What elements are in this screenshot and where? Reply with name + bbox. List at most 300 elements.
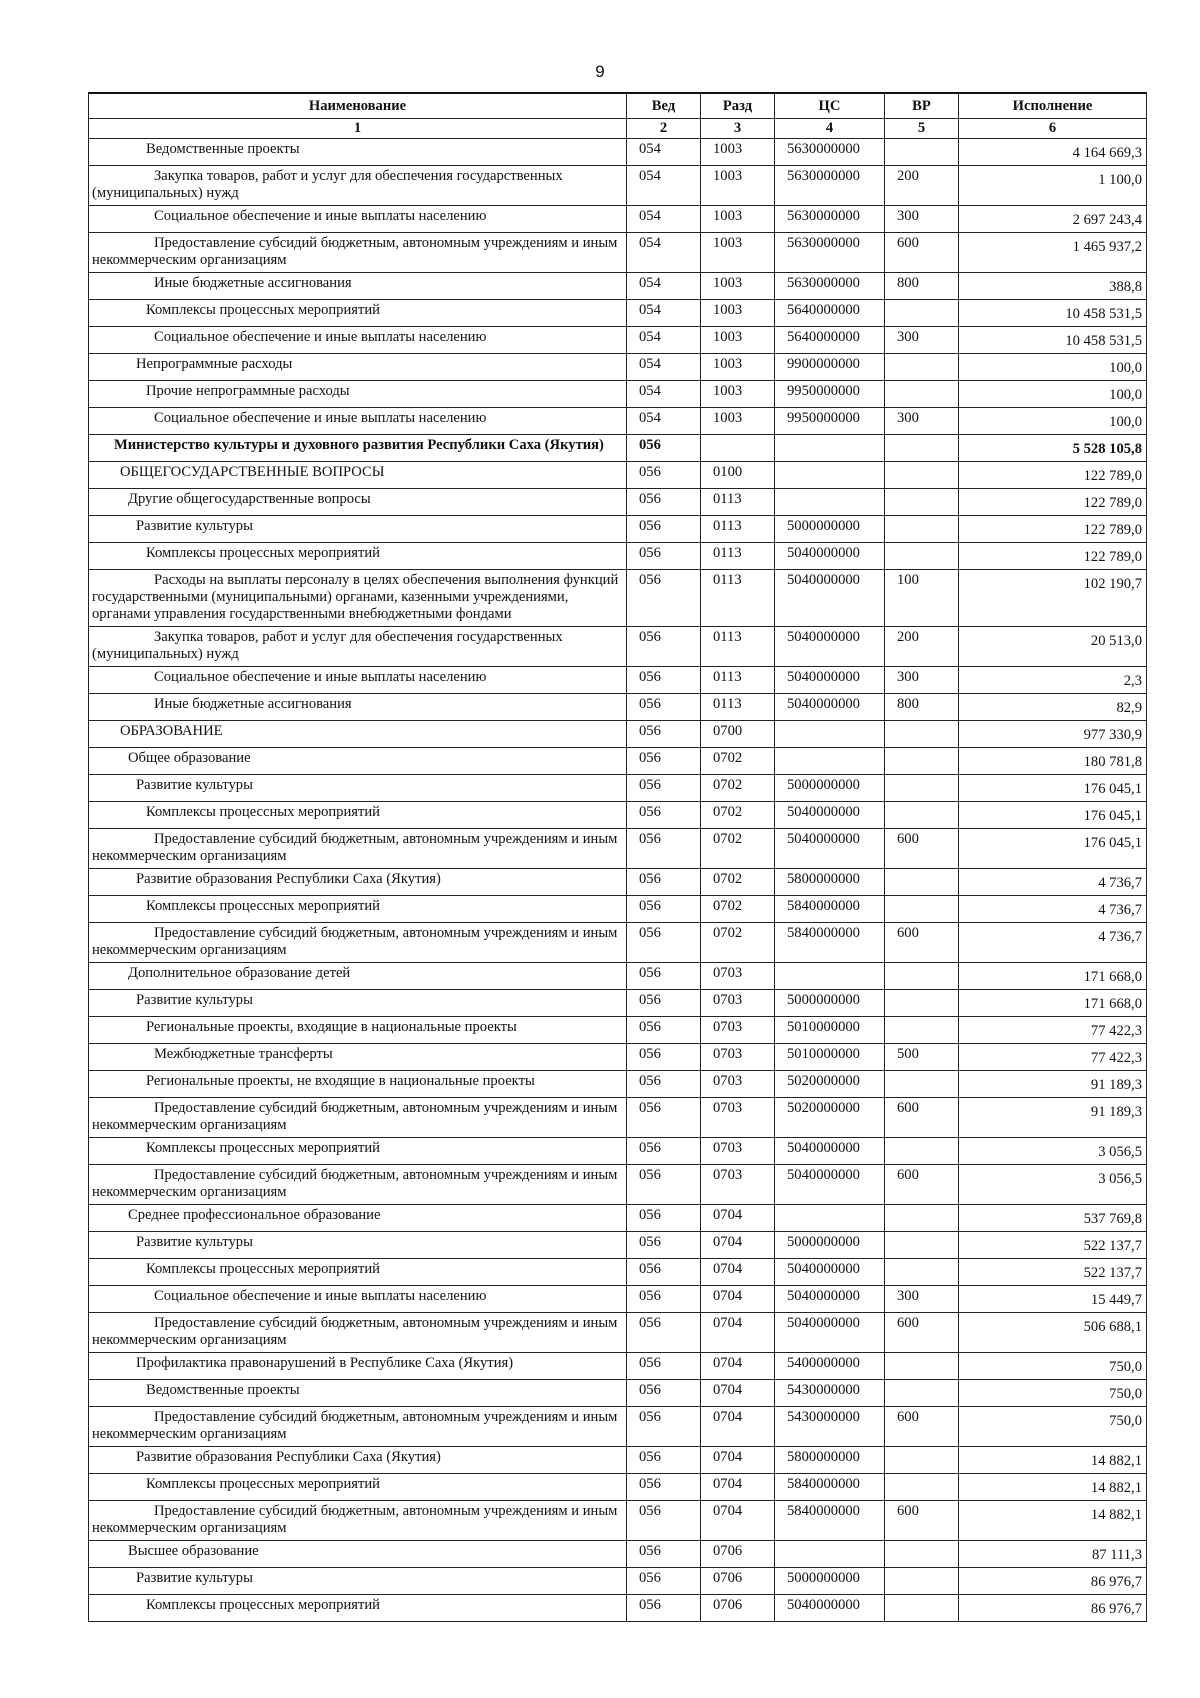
table-row (89, 1407, 1147, 1447)
row-vr-cell: 300 (885, 667, 959, 694)
row-cs-cell: 5000000000 (775, 990, 885, 1017)
row-razd-cell: 0703 (701, 963, 775, 990)
row-razd-cell: 0706 (701, 1568, 775, 1595)
row-ved-cell: 054 (627, 166, 701, 206)
row-ved-cell: 056 (627, 1232, 701, 1259)
table-row (89, 1205, 1147, 1232)
row-ved-cell: 056 (627, 775, 701, 802)
row-ved-cell: 056 (627, 1098, 701, 1138)
row-ved-cell: 056 (627, 462, 701, 489)
row-cs-cell: 5040000000 (775, 694, 885, 721)
table-row (89, 1044, 1147, 1071)
row-vr-cell (885, 139, 959, 166)
row-name-cell: Развитие культуры (89, 990, 627, 1017)
column-index-row (89, 119, 1147, 139)
row-amount-cell: 750,0 (959, 1407, 1147, 1447)
table-row (89, 775, 1147, 802)
row-amount-cell: 4 736,7 (959, 896, 1147, 923)
row-name-cell: Предоставление субсидий бюджетным, автономным учреждениям и иным некоммерческим организациям (89, 1098, 627, 1138)
column-header-vr: ВР (885, 93, 959, 119)
row-cs-cell: 5000000000 (775, 1232, 885, 1259)
row-razd-cell: 0704 (701, 1313, 775, 1353)
row-name-cell: Общее образование (89, 748, 627, 775)
table-row (89, 233, 1147, 273)
row-amount-cell: 100,0 (959, 408, 1147, 435)
row-cs-cell: 5000000000 (775, 1568, 885, 1595)
table-row (89, 923, 1147, 963)
table-row (89, 1071, 1147, 1098)
table-header-row (89, 93, 1147, 119)
row-cs-cell: 5000000000 (775, 516, 885, 543)
row-cs-cell (775, 462, 885, 489)
row-ved-cell: 056 (627, 896, 701, 923)
row-amount-cell: 86 976,7 (959, 1568, 1147, 1595)
row-name-cell: Предоставление субсидий бюджетным, автономным учреждениям и иным некоммерческим организациям (89, 829, 627, 869)
row-ved-cell: 056 (627, 1313, 701, 1353)
row-razd-cell: 0100 (701, 462, 775, 489)
row-vr-cell (885, 963, 959, 990)
row-razd-cell: 0704 (701, 1205, 775, 1232)
row-cs-cell: 5040000000 (775, 543, 885, 570)
row-vr-cell: 600 (885, 923, 959, 963)
row-amount-cell: 122 789,0 (959, 462, 1147, 489)
row-razd-cell: 0704 (701, 1232, 775, 1259)
row-ved-cell: 056 (627, 1501, 701, 1541)
row-razd-cell: 0703 (701, 1098, 775, 1138)
row-cs-cell: 9950000000 (775, 408, 885, 435)
row-amount-cell: 122 789,0 (959, 516, 1147, 543)
row-vr-cell: 600 (885, 233, 959, 273)
row-vr-cell (885, 543, 959, 570)
row-vr-cell: 200 (885, 166, 959, 206)
row-name-cell: Расходы на выплаты персоналу в целях обеспечения выполнения функций государственными (муниципальными) органами, казенными учреждениями, органами управления государственными внебюджетными фондами (89, 570, 627, 627)
row-amount-cell: 1 100,0 (959, 166, 1147, 206)
row-name-cell: ОБРАЗОВАНИЕ (89, 721, 627, 748)
row-razd-cell: 0113 (701, 489, 775, 516)
row-vr-cell: 600 (885, 829, 959, 869)
column-header-ved: Вед (627, 93, 701, 119)
row-name-cell: Развитие культуры (89, 516, 627, 543)
table-row (89, 1017, 1147, 1044)
row-amount-cell: 2,3 (959, 667, 1147, 694)
row-amount-cell: 20 513,0 (959, 627, 1147, 667)
row-vr-cell (885, 1595, 959, 1622)
row-cs-cell: 5040000000 (775, 829, 885, 869)
row-name-cell: Прочие непрограммные расходы (89, 381, 627, 408)
row-name-cell: Комплексы процессных мероприятий (89, 300, 627, 327)
row-cs-cell: 5430000000 (775, 1380, 885, 1407)
row-razd-cell: 1003 (701, 139, 775, 166)
row-vr-cell: 600 (885, 1407, 959, 1447)
row-cs-cell: 5630000000 (775, 273, 885, 300)
row-razd-cell: 0113 (701, 543, 775, 570)
row-razd-cell (701, 435, 775, 462)
column-index: 1 (89, 119, 627, 139)
row-name-cell: Социальное обеспечение и иные выплаты населению (89, 206, 627, 233)
row-cs-cell: 5630000000 (775, 206, 885, 233)
row-razd-cell: 0113 (701, 627, 775, 667)
row-ved-cell: 056 (627, 923, 701, 963)
row-cs-cell: 5040000000 (775, 667, 885, 694)
row-amount-cell: 100,0 (959, 354, 1147, 381)
table-row (89, 516, 1147, 543)
table-row (89, 354, 1147, 381)
row-ved-cell: 054 (627, 206, 701, 233)
row-cs-cell: 5840000000 (775, 896, 885, 923)
row-vr-cell: 300 (885, 206, 959, 233)
row-cs-cell (775, 721, 885, 748)
table-row (89, 748, 1147, 775)
row-amount-cell: 14 882,1 (959, 1501, 1147, 1541)
row-cs-cell: 5010000000 (775, 1044, 885, 1071)
row-ved-cell: 054 (627, 233, 701, 273)
row-ved-cell: 056 (627, 1071, 701, 1098)
row-ved-cell: 054 (627, 381, 701, 408)
row-cs-cell: 5040000000 (775, 1313, 885, 1353)
row-cs-cell: 5010000000 (775, 1017, 885, 1044)
row-ved-cell: 056 (627, 516, 701, 543)
row-vr-cell (885, 802, 959, 829)
row-vr-cell (885, 721, 959, 748)
row-name-cell: Ведомственные проекты (89, 139, 627, 166)
row-razd-cell: 0702 (701, 896, 775, 923)
row-vr-cell (885, 1447, 959, 1474)
row-vr-cell: 600 (885, 1098, 959, 1138)
row-name-cell: Комплексы процессных мероприятий (89, 896, 627, 923)
row-ved-cell: 056 (627, 1353, 701, 1380)
row-amount-cell: 122 789,0 (959, 543, 1147, 570)
page-number: 9 (595, 62, 605, 81)
row-name-cell: Другие общегосударственные вопросы (89, 489, 627, 516)
row-razd-cell: 0700 (701, 721, 775, 748)
column-index: 2 (627, 119, 701, 139)
row-amount-cell: 171 668,0 (959, 963, 1147, 990)
row-amount-cell: 87 111,3 (959, 1541, 1147, 1568)
row-ved-cell: 056 (627, 1568, 701, 1595)
table-row (89, 1259, 1147, 1286)
row-cs-cell: 5640000000 (775, 327, 885, 354)
table-row (89, 166, 1147, 206)
row-razd-cell: 1003 (701, 381, 775, 408)
row-ved-cell: 056 (627, 963, 701, 990)
row-razd-cell: 1003 (701, 354, 775, 381)
row-name-cell: Предоставление субсидий бюджетным, автономным учреждениям и иным некоммерческим организациям (89, 1165, 627, 1205)
row-vr-cell (885, 1071, 959, 1098)
table-row (89, 489, 1147, 516)
row-amount-cell: 1 465 937,2 (959, 233, 1147, 273)
table-row (89, 627, 1147, 667)
row-amount-cell: 171 668,0 (959, 990, 1147, 1017)
row-cs-cell: 5040000000 (775, 1595, 885, 1622)
row-name-cell: Социальное обеспечение и иные выплаты населению (89, 327, 627, 354)
row-cs-cell: 5640000000 (775, 300, 885, 327)
table-row (89, 1501, 1147, 1541)
row-cs-cell: 5040000000 (775, 627, 885, 667)
table-row (89, 694, 1147, 721)
row-ved-cell: 056 (627, 1595, 701, 1622)
row-name-cell: Развитие образования Республики Саха (Якутия) (89, 869, 627, 896)
table-row (89, 1313, 1147, 1353)
row-razd-cell: 0704 (701, 1501, 775, 1541)
row-name-cell: Предоставление субсидий бюджетным, автономным учреждениям и иным некоммерческим организациям (89, 1407, 627, 1447)
row-cs-cell: 5400000000 (775, 1353, 885, 1380)
row-ved-cell: 056 (627, 543, 701, 570)
row-ved-cell: 056 (627, 627, 701, 667)
row-razd-cell: 1003 (701, 300, 775, 327)
table-row (89, 990, 1147, 1017)
table-row (89, 543, 1147, 570)
row-vr-cell: 100 (885, 570, 959, 627)
row-vr-cell (885, 489, 959, 516)
table-row (89, 829, 1147, 869)
row-razd-cell: 0113 (701, 667, 775, 694)
row-cs-cell: 5630000000 (775, 233, 885, 273)
row-amount-cell: 4 164 669,3 (959, 139, 1147, 166)
row-name-cell: Предоставление субсидий бюджетным, автономным учреждениям и иным некоммерческим организациям (89, 923, 627, 963)
row-vr-cell: 600 (885, 1313, 959, 1353)
row-ved-cell: 056 (627, 435, 701, 462)
row-cs-cell: 5800000000 (775, 1447, 885, 1474)
row-razd-cell: 0706 (701, 1595, 775, 1622)
row-name-cell: Министерство культуры и духовного развития Республики Саха (Якутия) (89, 435, 627, 462)
row-razd-cell: 0706 (701, 1541, 775, 1568)
row-razd-cell: 0703 (701, 1017, 775, 1044)
table-row (89, 1098, 1147, 1138)
row-name-cell: Социальное обеспечение и иные выплаты населению (89, 1286, 627, 1313)
row-amount-cell: 506 688,1 (959, 1313, 1147, 1353)
row-amount-cell: 537 769,8 (959, 1205, 1147, 1232)
row-name-cell: Развитие культуры (89, 1568, 627, 1595)
row-cs-cell: 5040000000 (775, 1138, 885, 1165)
row-amount-cell: 86 976,7 (959, 1595, 1147, 1622)
row-amount-cell: 77 422,3 (959, 1044, 1147, 1071)
row-amount-cell: 4 736,7 (959, 923, 1147, 963)
row-ved-cell: 056 (627, 1259, 701, 1286)
table-row (89, 570, 1147, 627)
row-amount-cell: 176 045,1 (959, 829, 1147, 869)
row-amount-cell: 91 189,3 (959, 1098, 1147, 1138)
row-ved-cell: 056 (627, 489, 701, 516)
row-razd-cell: 0703 (701, 1071, 775, 1098)
row-razd-cell: 0702 (701, 829, 775, 869)
table-row (89, 273, 1147, 300)
row-vr-cell (885, 462, 959, 489)
row-amount-cell: 14 882,1 (959, 1447, 1147, 1474)
row-vr-cell (885, 1474, 959, 1501)
row-vr-cell (885, 1541, 959, 1568)
row-ved-cell: 056 (627, 570, 701, 627)
row-razd-cell: 0704 (701, 1407, 775, 1447)
row-razd-cell: 0704 (701, 1259, 775, 1286)
row-cs-cell (775, 748, 885, 775)
row-razd-cell: 0702 (701, 923, 775, 963)
row-amount-cell: 100,0 (959, 381, 1147, 408)
row-ved-cell: 056 (627, 869, 701, 896)
row-name-cell: Развитие культуры (89, 775, 627, 802)
row-name-cell: Комплексы процессных мероприятий (89, 802, 627, 829)
row-name-cell: Иные бюджетные ассигнования (89, 694, 627, 721)
row-vr-cell (885, 300, 959, 327)
row-cs-cell: 9900000000 (775, 354, 885, 381)
row-ved-cell: 056 (627, 829, 701, 869)
row-vr-cell (885, 748, 959, 775)
table-row (89, 802, 1147, 829)
row-vr-cell: 300 (885, 1286, 959, 1313)
row-ved-cell: 056 (627, 1205, 701, 1232)
row-ved-cell: 056 (627, 1138, 701, 1165)
row-amount-cell: 176 045,1 (959, 775, 1147, 802)
table-row (89, 1474, 1147, 1501)
table-row (89, 963, 1147, 990)
row-vr-cell: 800 (885, 694, 959, 721)
row-name-cell: Закупка товаров, работ и услуг для обеспечения государственных (муниципальных) нужд (89, 627, 627, 667)
row-name-cell: Высшее образование (89, 1541, 627, 1568)
row-razd-cell: 1003 (701, 408, 775, 435)
row-vr-cell (885, 1232, 959, 1259)
row-cs-cell: 5040000000 (775, 1286, 885, 1313)
table-row (89, 1541, 1147, 1568)
row-razd-cell: 0703 (701, 1138, 775, 1165)
row-ved-cell: 056 (627, 721, 701, 748)
row-razd-cell: 1003 (701, 233, 775, 273)
row-amount-cell: 82,9 (959, 694, 1147, 721)
table-row (89, 1380, 1147, 1407)
row-vr-cell (885, 435, 959, 462)
row-name-cell: Развитие культуры (89, 1232, 627, 1259)
table-row (89, 435, 1147, 462)
column-index: 6 (959, 119, 1147, 139)
row-ved-cell: 054 (627, 300, 701, 327)
row-cs-cell: 5800000000 (775, 869, 885, 896)
table-row (89, 1232, 1147, 1259)
row-name-cell: Профилактика правонарушений в Республике Саха (Якутия) (89, 1353, 627, 1380)
row-cs-cell: 9950000000 (775, 381, 885, 408)
row-ved-cell: 056 (627, 667, 701, 694)
row-amount-cell: 91 189,3 (959, 1071, 1147, 1098)
row-vr-cell: 600 (885, 1165, 959, 1205)
row-amount-cell: 102 190,7 (959, 570, 1147, 627)
row-cs-cell (775, 963, 885, 990)
row-ved-cell: 056 (627, 1286, 701, 1313)
row-name-cell: Комплексы процессных мероприятий (89, 543, 627, 570)
row-vr-cell (885, 1568, 959, 1595)
row-vr-cell (885, 775, 959, 802)
row-name-cell: Среднее профессиональное образование (89, 1205, 627, 1232)
table-row (89, 896, 1147, 923)
column-index: 5 (885, 119, 959, 139)
column-index: 4 (775, 119, 885, 139)
table-row (89, 721, 1147, 748)
row-vr-cell: 300 (885, 408, 959, 435)
table-row (89, 667, 1147, 694)
row-cs-cell (775, 1541, 885, 1568)
row-ved-cell: 056 (627, 1541, 701, 1568)
row-name-cell: Ведомственные проекты (89, 1380, 627, 1407)
row-amount-cell: 10 458 531,5 (959, 327, 1147, 354)
table-row (89, 206, 1147, 233)
row-vr-cell: 500 (885, 1044, 959, 1071)
column-header-cs: ЦС (775, 93, 885, 119)
row-name-cell: Закупка товаров, работ и услуг для обеспечения государственных (муниципальных) нужд (89, 166, 627, 206)
row-razd-cell: 0703 (701, 1044, 775, 1071)
row-vr-cell: 300 (885, 327, 959, 354)
row-ved-cell: 054 (627, 327, 701, 354)
row-vr-cell (885, 1017, 959, 1044)
row-vr-cell (885, 1205, 959, 1232)
row-amount-cell: 3 056,5 (959, 1165, 1147, 1205)
row-name-cell: Социальное обеспечение и иные выплаты населению (89, 408, 627, 435)
table-row (89, 1595, 1147, 1622)
row-amount-cell: 5 528 105,8 (959, 435, 1147, 462)
row-amount-cell: 180 781,8 (959, 748, 1147, 775)
row-amount-cell: 4 736,7 (959, 869, 1147, 896)
row-ved-cell: 056 (627, 802, 701, 829)
row-amount-cell: 2 697 243,4 (959, 206, 1147, 233)
row-ved-cell: 056 (627, 1165, 701, 1205)
row-name-cell: Комплексы процессных мероприятий (89, 1138, 627, 1165)
row-ved-cell: 056 (627, 1044, 701, 1071)
table-row (89, 869, 1147, 896)
row-name-cell: Региональные проекты, не входящие в национальные проекты (89, 1071, 627, 1098)
row-ved-cell: 054 (627, 139, 701, 166)
row-razd-cell: 1003 (701, 273, 775, 300)
row-amount-cell: 77 422,3 (959, 1017, 1147, 1044)
table-row (89, 1353, 1147, 1380)
row-cs-cell: 5630000000 (775, 166, 885, 206)
budget-execution-table (88, 92, 1147, 1622)
row-razd-cell: 0113 (701, 516, 775, 543)
row-amount-cell: 388,8 (959, 273, 1147, 300)
row-cs-cell: 5040000000 (775, 802, 885, 829)
table-row (89, 408, 1147, 435)
row-vr-cell (885, 1353, 959, 1380)
row-razd-cell: 0702 (701, 802, 775, 829)
row-ved-cell: 056 (627, 1407, 701, 1447)
row-razd-cell: 0702 (701, 748, 775, 775)
row-ved-cell: 056 (627, 694, 701, 721)
row-razd-cell: 1003 (701, 206, 775, 233)
row-vr-cell: 200 (885, 627, 959, 667)
row-ved-cell: 056 (627, 1380, 701, 1407)
row-cs-cell: 5430000000 (775, 1407, 885, 1447)
row-amount-cell: 14 882,1 (959, 1474, 1147, 1501)
table-row (89, 327, 1147, 354)
table-row (89, 381, 1147, 408)
row-cs-cell: 5040000000 (775, 570, 885, 627)
row-razd-cell: 0113 (701, 570, 775, 627)
row-ved-cell: 056 (627, 748, 701, 775)
row-name-cell: Предоставление субсидий бюджетным, автономным учреждениям и иным некоммерческим организациям (89, 1501, 627, 1541)
row-name-cell: Региональные проекты, входящие в национальные проекты (89, 1017, 627, 1044)
row-amount-cell: 750,0 (959, 1380, 1147, 1407)
row-ved-cell: 054 (627, 354, 701, 381)
row-ved-cell: 056 (627, 1017, 701, 1044)
row-razd-cell: 0702 (701, 775, 775, 802)
table-row (89, 462, 1147, 489)
row-cs-cell (775, 489, 885, 516)
column-header-name: Наименование (89, 93, 627, 119)
table-row (89, 1447, 1147, 1474)
row-name-cell: Предоставление субсидий бюджетным, автономным учреждениям и иным некоммерческим организациям (89, 233, 627, 273)
row-cs-cell: 5840000000 (775, 1474, 885, 1501)
row-razd-cell: 0113 (701, 694, 775, 721)
row-vr-cell (885, 381, 959, 408)
row-razd-cell: 0704 (701, 1286, 775, 1313)
row-razd-cell: 0703 (701, 1165, 775, 1205)
row-cs-cell: 5000000000 (775, 775, 885, 802)
row-cs-cell: 5040000000 (775, 1259, 885, 1286)
row-razd-cell: 0704 (701, 1380, 775, 1407)
